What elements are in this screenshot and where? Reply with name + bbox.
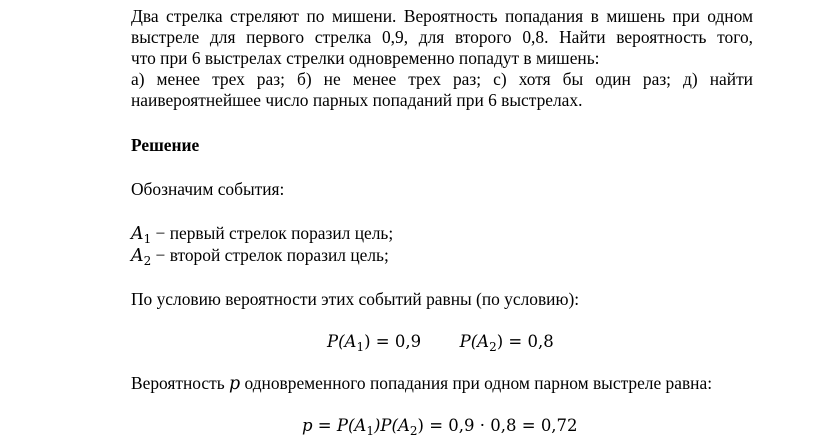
probability-formula xyxy=(327,330,554,359)
p-a2-right: ) = 0,8 xyxy=(496,332,554,351)
event-1-index: 1 xyxy=(143,232,152,246)
joint-intro-after: одновременного попадания при одном парном выстреле равна: xyxy=(240,373,713,393)
problem-statement xyxy=(131,6,753,111)
event-2-text: − второй стрелок поразил цель; xyxy=(151,245,389,265)
p-a2-left: P(A xyxy=(459,332,490,351)
p-a1-index: 1 xyxy=(356,340,365,354)
problem-line-2: выстреле для первого стрелка 0,9, для второго 0,8. Найти вероятность того, xyxy=(131,27,753,47)
p-a1-left: P(A xyxy=(327,332,357,351)
event-2-symbol: A xyxy=(131,246,144,266)
problem-line-3: что при 6 выстрелах стрелки одновременно попадут в мишень: xyxy=(131,48,600,68)
joint-index-1: 1 xyxy=(366,424,374,438)
joint-index-2: 2 xyxy=(409,424,418,438)
solution-heading: Решение xyxy=(131,135,200,155)
event-1-text: − первый стрелок поразил цель; xyxy=(151,223,394,243)
probabilities-intro: По условию вероятности этих событий равны (по условию): xyxy=(131,289,580,309)
joint-probability-formula xyxy=(302,414,578,443)
joint-mid: )P(A xyxy=(373,416,410,435)
joint-intro-before: Вероятность xyxy=(131,373,230,393)
problem-line-5: наивероятнейшее число парных попаданий при 6 выстрелах. xyxy=(131,90,583,110)
joint-symbol: p xyxy=(229,374,241,394)
events-intro: Обозначим события: xyxy=(131,179,285,199)
joint-rhs: ) = 0,9 · 0,8 = 0,72 xyxy=(417,416,578,435)
p-a2-index: 2 xyxy=(489,340,497,354)
event-1-symbol: A xyxy=(131,224,144,244)
problem-line-4: а) менее трех раз; б) не менее трех раз; с) хотя бы один раз; д) найти xyxy=(131,69,753,89)
p-a1-right: ) = 0,9 xyxy=(364,332,422,351)
joint-lhs: p = P(A xyxy=(302,416,367,435)
problem-line-1: Два стрелка стреляют по мишени. Вероятность попадания в мишень при одном xyxy=(131,6,753,26)
event-2-index: 2 xyxy=(143,254,152,268)
event-2-definition xyxy=(131,245,389,272)
joint-probability-intro xyxy=(131,373,712,395)
